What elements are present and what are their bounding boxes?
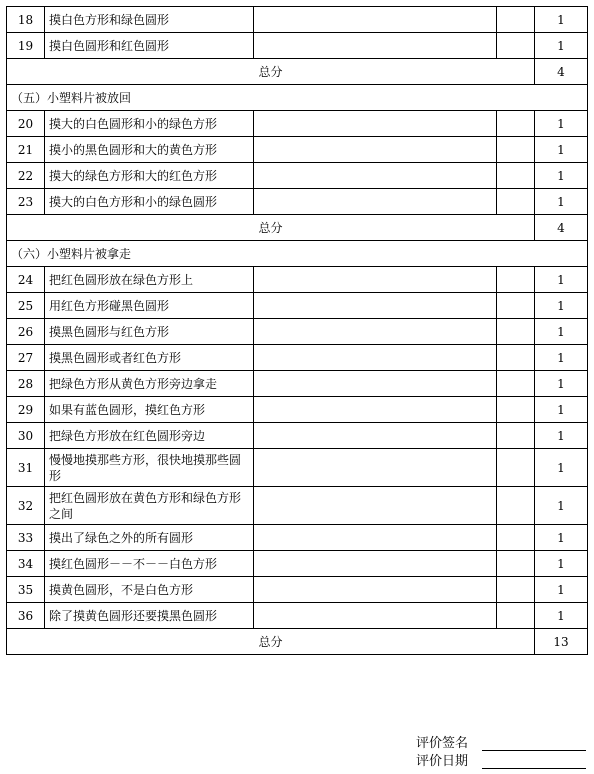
table-row — [7, 525, 588, 551]
item-text: 慢慢地摸那些方形，很快地摸那些圆形 — [45, 449, 254, 487]
item-number: 27 — [7, 345, 45, 371]
evaluation-table — [6, 6, 588, 655]
signature-date-row — [416, 751, 586, 769]
item-score: 1 — [535, 423, 588, 449]
item-number: 28 — [7, 371, 45, 397]
item-number: 32 — [7, 487, 45, 525]
item-number: 26 — [7, 319, 45, 345]
item-text: 把红色圆形放在黄色方形和绿色方形之间 — [45, 487, 254, 525]
response-cell — [254, 293, 497, 319]
item-text: 除了摸黄色圆形还要摸黑色圆形 — [45, 603, 254, 629]
item-number: 36 — [7, 603, 45, 629]
response-cell — [254, 487, 497, 525]
mark-cell — [497, 487, 535, 525]
response-cell — [254, 345, 497, 371]
table-row — [7, 111, 588, 137]
response-cell — [254, 163, 497, 189]
mark-cell — [497, 319, 535, 345]
item-text: 摸大的绿色方形和大的红色方形 — [45, 163, 254, 189]
section-row — [7, 241, 588, 267]
total-label: 总分 — [7, 629, 535, 655]
table-row — [7, 345, 588, 371]
section-title: （六）小塑料片被拿走 — [7, 241, 588, 267]
item-text: 摸白色圆形和红色圆形 — [45, 33, 254, 59]
table-row — [7, 293, 588, 319]
item-number: 31 — [7, 449, 45, 487]
item-number: 29 — [7, 397, 45, 423]
item-number: 33 — [7, 525, 45, 551]
total-value: 13 — [535, 629, 588, 655]
item-text: 把绿色方形从黄色方形旁边拿走 — [45, 371, 254, 397]
item-number: 19 — [7, 33, 45, 59]
mark-cell — [497, 7, 535, 33]
signature-name-row — [416, 733, 586, 751]
table-row — [7, 487, 588, 525]
response-cell — [254, 189, 497, 215]
item-score: 1 — [535, 551, 588, 577]
mark-cell — [497, 345, 535, 371]
mark-cell — [497, 423, 535, 449]
item-number: 21 — [7, 137, 45, 163]
item-score: 1 — [535, 189, 588, 215]
item-score: 1 — [535, 267, 588, 293]
item-text: 摸黑色圆形或者红色方形 — [45, 345, 254, 371]
item-number: 30 — [7, 423, 45, 449]
section-title: （五）小塑料片被放回 — [7, 85, 588, 111]
item-score: 1 — [535, 603, 588, 629]
item-score: 1 — [535, 163, 588, 189]
mark-cell — [497, 111, 535, 137]
item-score: 1 — [535, 7, 588, 33]
response-cell — [254, 33, 497, 59]
item-score: 1 — [535, 577, 588, 603]
signature-date-line — [482, 755, 586, 769]
table-row — [7, 163, 588, 189]
table-row — [7, 267, 588, 293]
response-cell — [254, 137, 497, 163]
item-score: 1 — [535, 33, 588, 59]
table-row — [7, 397, 588, 423]
mark-cell — [497, 33, 535, 59]
response-cell — [254, 449, 497, 487]
response-cell — [254, 111, 497, 137]
item-number: 35 — [7, 577, 45, 603]
total-row — [7, 215, 588, 241]
total-row — [7, 59, 588, 85]
item-text: 用红色方形碰黑色圆形 — [45, 293, 254, 319]
table-row — [7, 137, 588, 163]
table-row — [7, 551, 588, 577]
total-label: 总分 — [7, 59, 535, 85]
item-score: 1 — [535, 487, 588, 525]
mark-cell — [497, 551, 535, 577]
response-cell — [254, 371, 497, 397]
item-text: 摸红色圆形－－不－－白色方形 — [45, 551, 254, 577]
mark-cell — [497, 189, 535, 215]
item-score: 1 — [535, 449, 588, 487]
table-row — [7, 577, 588, 603]
item-score: 1 — [535, 137, 588, 163]
table-row — [7, 189, 588, 215]
item-text: 摸大的白色圆形和小的绿色方形 — [45, 111, 254, 137]
table-row — [7, 449, 588, 487]
signature-name-line — [482, 737, 586, 751]
item-number: 20 — [7, 111, 45, 137]
mark-cell — [497, 137, 535, 163]
item-score: 1 — [535, 525, 588, 551]
response-cell — [254, 423, 497, 449]
item-text: 把红色圆形放在绿色方形上 — [45, 267, 254, 293]
signature-block — [416, 733, 586, 769]
mark-cell — [497, 525, 535, 551]
item-text: 摸黑色圆形与红色方形 — [45, 319, 254, 345]
mark-cell — [497, 371, 535, 397]
item-text: 摸小的黑色圆形和大的黄色方形 — [45, 137, 254, 163]
item-score: 1 — [535, 319, 588, 345]
item-number: 25 — [7, 293, 45, 319]
total-row — [7, 629, 588, 655]
item-text: 如果有蓝色圆形，摸红色方形 — [45, 397, 254, 423]
response-cell — [254, 577, 497, 603]
item-number: 34 — [7, 551, 45, 577]
item-text: 摸白色方形和绿色圆形 — [45, 7, 254, 33]
table-row — [7, 603, 588, 629]
item-number: 23 — [7, 189, 45, 215]
item-score: 1 — [535, 293, 588, 319]
mark-cell — [497, 293, 535, 319]
item-score: 1 — [535, 345, 588, 371]
item-score: 1 — [535, 111, 588, 137]
item-number: 18 — [7, 7, 45, 33]
table-row — [7, 319, 588, 345]
mark-cell — [497, 397, 535, 423]
signature-date-label: 评价日期 — [416, 754, 469, 769]
response-cell — [254, 525, 497, 551]
item-score: 1 — [535, 371, 588, 397]
mark-cell — [497, 267, 535, 293]
section-row — [7, 85, 588, 111]
total-value: 4 — [535, 215, 588, 241]
response-cell — [254, 7, 497, 33]
item-number: 22 — [7, 163, 45, 189]
table-row — [7, 423, 588, 449]
item-number: 24 — [7, 267, 45, 293]
item-text: 摸出了绿色之外的所有圆形 — [45, 525, 254, 551]
total-label: 总分 — [7, 215, 535, 241]
signature-name-label: 评价签名 — [416, 736, 469, 751]
mark-cell — [497, 577, 535, 603]
item-text: 摸黄色圆形，不是白色方形 — [45, 577, 254, 603]
mark-cell — [497, 449, 535, 487]
response-cell — [254, 603, 497, 629]
response-cell — [254, 319, 497, 345]
response-cell — [254, 551, 497, 577]
mark-cell — [497, 603, 535, 629]
table-row — [7, 371, 588, 397]
total-value: 4 — [535, 59, 588, 85]
item-text: 把绿色方形放在红色圆形旁边 — [45, 423, 254, 449]
item-score: 1 — [535, 397, 588, 423]
response-cell — [254, 267, 497, 293]
mark-cell — [497, 163, 535, 189]
table-row — [7, 7, 588, 33]
response-cell — [254, 397, 497, 423]
table-row — [7, 33, 588, 59]
item-text: 摸大的白色方形和小的绿色圆形 — [45, 189, 254, 215]
